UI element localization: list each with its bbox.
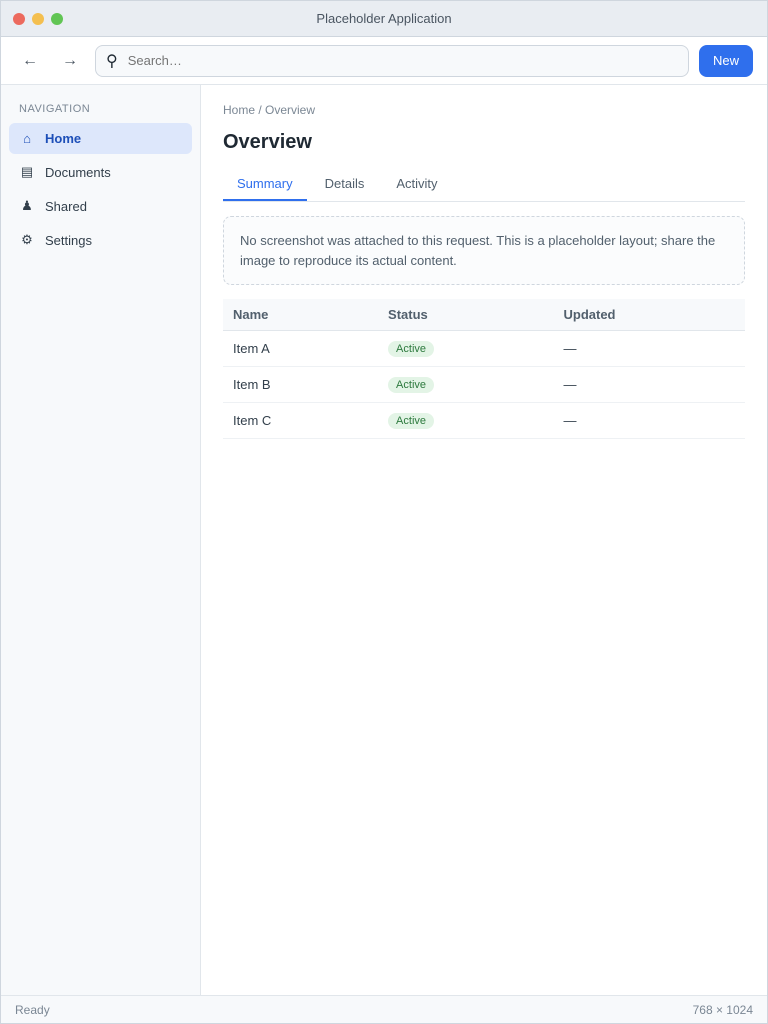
table-row[interactable] bbox=[223, 331, 745, 367]
tab-details[interactable]: Details bbox=[324, 176, 365, 191]
table-cell bbox=[378, 367, 553, 403]
status-dimensions: 768 × 1024 bbox=[692, 1002, 753, 1017]
forward-arrow-icon[interactable]: → bbox=[62, 51, 78, 69]
sidebar-item-label: Home bbox=[45, 131, 82, 146]
placeholder-notice: No screenshot was attached to this request. This is a placeholder layout; share the image to reproduce its actual content. bbox=[223, 216, 745, 285]
status-text: Ready bbox=[15, 1002, 50, 1017]
column-header[interactable]: Name bbox=[223, 299, 378, 331]
page-title: Overview bbox=[223, 131, 312, 153]
window-controls bbox=[13, 13, 63, 25]
window-title: Placeholder Application bbox=[316, 11, 452, 26]
sidebar-item-label: Documents bbox=[45, 164, 111, 180]
search-icon: ⚲ bbox=[106, 52, 118, 70]
status-badge: Active bbox=[388, 341, 434, 357]
sidebar-item-home[interactable] bbox=[9, 123, 192, 154]
status-bar bbox=[1, 995, 767, 1023]
search-box bbox=[95, 45, 689, 77]
table-cell: — bbox=[554, 331, 746, 367]
status-badge: Active bbox=[388, 377, 434, 393]
column-header[interactable]: Updated bbox=[554, 299, 746, 331]
breadcrumb: Home / Overview bbox=[223, 103, 316, 117]
table-row[interactable] bbox=[223, 403, 745, 439]
new-button[interactable]: New bbox=[699, 45, 753, 77]
gear-icon: ⚙ bbox=[21, 232, 33, 247]
table-cell bbox=[378, 331, 553, 367]
main-panel bbox=[201, 85, 767, 995]
status-badge: Active bbox=[388, 413, 434, 429]
back-arrow-icon[interactable]: ← bbox=[22, 51, 38, 69]
table-row[interactable] bbox=[223, 367, 745, 403]
tab-activity[interactable]: Activity bbox=[396, 176, 438, 191]
table-cell: — bbox=[554, 367, 746, 403]
toolbar bbox=[1, 37, 767, 85]
sidebar bbox=[1, 85, 201, 995]
content-area bbox=[1, 85, 767, 995]
data-table bbox=[223, 299, 745, 439]
sidebar-item-label: Settings bbox=[45, 232, 92, 248]
table-cell: Item B bbox=[223, 367, 378, 403]
maximize-window-button[interactable] bbox=[51, 13, 63, 25]
table-header-row bbox=[223, 299, 745, 331]
minimize-window-button[interactable] bbox=[32, 13, 44, 25]
search-input[interactable] bbox=[126, 52, 678, 69]
folder-icon: ▤ bbox=[20, 164, 34, 179]
sidebar-heading: NAVIGATION bbox=[19, 103, 91, 115]
table-cell bbox=[378, 403, 553, 439]
sidebar-item-settings[interactable] bbox=[9, 224, 192, 256]
sidebar-item-label: Shared bbox=[45, 198, 87, 214]
home-icon: ⌂ bbox=[23, 131, 31, 146]
table-cell: Item A bbox=[223, 331, 378, 367]
sidebar-item-documents[interactable] bbox=[9, 156, 192, 188]
title-bar bbox=[1, 1, 767, 37]
column-header[interactable]: Status bbox=[378, 299, 553, 331]
table-cell: — bbox=[554, 403, 746, 439]
sidebar-item-shared[interactable] bbox=[9, 190, 192, 222]
users-icon: ♟ bbox=[21, 198, 33, 213]
tab-bar bbox=[223, 168, 745, 202]
table-cell: Item C bbox=[223, 403, 378, 439]
close-window-button[interactable] bbox=[13, 13, 25, 25]
tab-summary[interactable]: Summary bbox=[223, 168, 307, 201]
